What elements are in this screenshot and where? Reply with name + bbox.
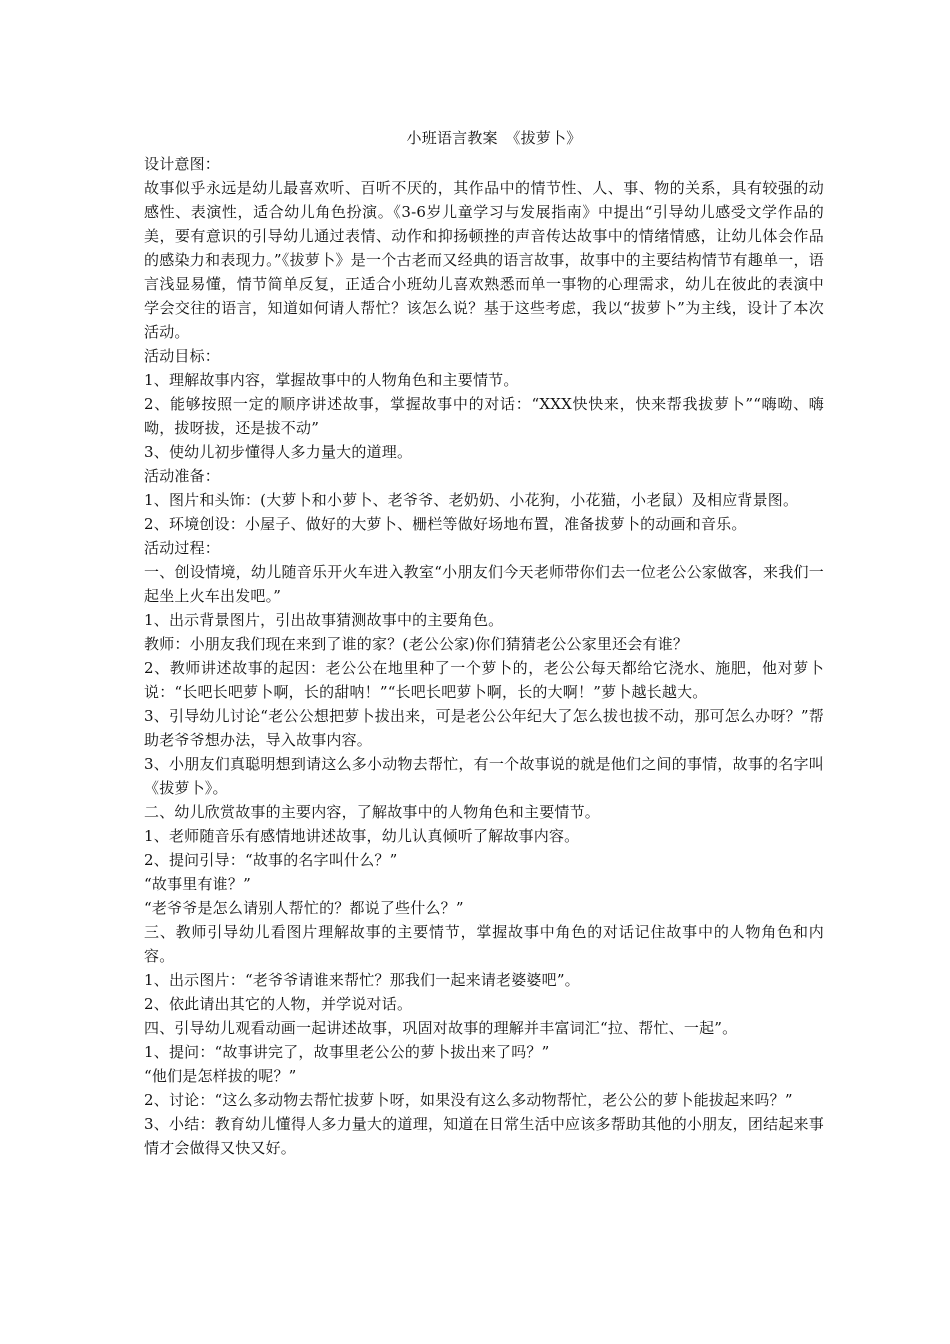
paragraph: 2、教师讲述故事的起因：老公公在地里种了一个萝卜的，老公公每天都给它浇水、施肥，他对萝卜说：“长吧长吧萝卜啊，长的甜呐！”“长吧长吧萝卜啊，长的大啊！”萝卜越长越大。 bbox=[144, 659, 824, 701]
paragraph: “他们是怎样拔的呢？” bbox=[144, 1067, 297, 1085]
paragraph: 1、老师随音乐有感情地讲述故事，幼儿认真倾听了解故事内容。 bbox=[144, 827, 580, 845]
paragraph: 二、幼儿欣赏故事的主要内容，了解故事中的人物角色和主要情节。 bbox=[144, 803, 601, 821]
section-heading: 活动准备： bbox=[144, 467, 221, 485]
paragraph: 1、理解故事内容，掌握故事中的人物角色和主要情节。 bbox=[144, 371, 519, 389]
paragraph: 3、引导幼儿讨论“老公公想把萝卜拔出来，可是老公公年纪大了怎么拔也拔不动，那可怎么办呀？”帮助老爷爷想办法，导入故事内容。 bbox=[144, 707, 824, 749]
section-heading: 设计意图： bbox=[144, 155, 221, 173]
paragraph: 1、提问：“故事讲完了，故事里老公公的萝卜拔出来了吗？” bbox=[144, 1043, 550, 1061]
paragraph: 教师：小朋友我们现在来到了谁的家？(老公公家)你们猜猜老公公家里还会有谁？ bbox=[144, 635, 689, 653]
paragraph: 故事似乎永远是幼儿最喜欢听、百听不厌的，其作品中的情节性、人、事、物的关系，具有较强的动感性、表演性，适合幼儿角色扮演。《3-6岁儿童学习与发展指南》中提出“引导幼儿感受文学作品的美，要有意识的引导幼儿通过表情、动作和抑扬顿挫的声音传达故事中的情绪情感，让幼儿体会作品的感染力和表现力。”《拔萝卜》是一个古老而又经典的语言故事，故事中的主要结构情节有趣单一，语言浅显易懂，情节简单反复，正适合小班幼儿喜欢熟悉而单一事物的心理需求，幼儿在彼此的表演中学会交往的语言，知道如何请人帮忙？该怎么说？基于这些考虑，我以“拔萝卜”为主线，设计了本次活动。 bbox=[144, 179, 824, 341]
section-heading: 活动目标： bbox=[144, 347, 221, 365]
paragraph: “老爷爷是怎么请别人帮忙的？都说了些什么？” bbox=[144, 899, 464, 917]
paragraph: 3、使幼儿初步懂得人多力量大的道理。 bbox=[144, 443, 413, 461]
document-title: 小班语言教案 《拔萝卜》 bbox=[406, 129, 582, 147]
document-body bbox=[144, 124, 824, 1160]
paragraph: 3、小朋友们真聪明想到请这么多小动物去帮忙，有一个故事说的就是他们之间的事情，故事的名字叫《拔萝卜》。 bbox=[144, 755, 824, 797]
paragraph: 2、环境创设：小屋子、做好的大萝卜、栅栏等做好场地布置，准备拔萝卜的动画和音乐。 bbox=[144, 515, 747, 533]
paragraph: 3、小结：教育幼儿懂得人多力量大的道理，知道在日常生活中应该多帮助其他的小朋友，团结起来事情才会做得又快又好。 bbox=[144, 1115, 824, 1157]
paragraph: 1、图片和头饰：(大萝卜和小萝卜、老爷爷、老奶奶、小花狗，小花猫，小老鼠）及相应背景图。 bbox=[144, 491, 799, 509]
section-heading: 活动过程： bbox=[144, 539, 221, 557]
paragraph: 2、提问引导：“故事的名字叫什么？” bbox=[144, 851, 398, 869]
paragraph: 一、创设情境，幼儿随音乐开火车进入教室“小朋友们今天老师带你们去一位老公公家做客，来我们一起坐上火车出发吧。” bbox=[144, 563, 824, 605]
paragraph: “故事里有谁？” bbox=[144, 875, 251, 893]
paragraph: 1、出示图片：“老爷爷请谁来帮忙？那我们一起来请老婆婆吧”。 bbox=[144, 971, 580, 989]
paragraph: 2、讨论：“这么多动物去帮忙拔萝卜呀，如果没有这么多动物帮忙，老公公的萝卜能拔起来吗？” bbox=[144, 1091, 793, 1109]
paragraph: 2、能够按照一定的顺序讲述故事，掌握故事中的对话：“XXX快快来，快来帮我拔萝卜”“嗨呦、嗨呦，拔呀拔，还是拔不动” bbox=[144, 395, 824, 437]
paragraph: 四、引导幼儿观看动画一起讲述故事，巩固对故事的理解并丰富词汇“拉、帮忙、一起”。 bbox=[144, 1019, 738, 1037]
paragraph: 2、依此请出其它的人物，并学说对话。 bbox=[144, 995, 413, 1013]
paragraph: 三、教师引导幼儿看图片理解故事的主要情节，掌握故事中角色的对话记住故事中的人物角色和内容。 bbox=[144, 923, 824, 965]
paragraph: 1、出示背景图片，引出故事猜测故事中的主要角色。 bbox=[144, 611, 504, 629]
